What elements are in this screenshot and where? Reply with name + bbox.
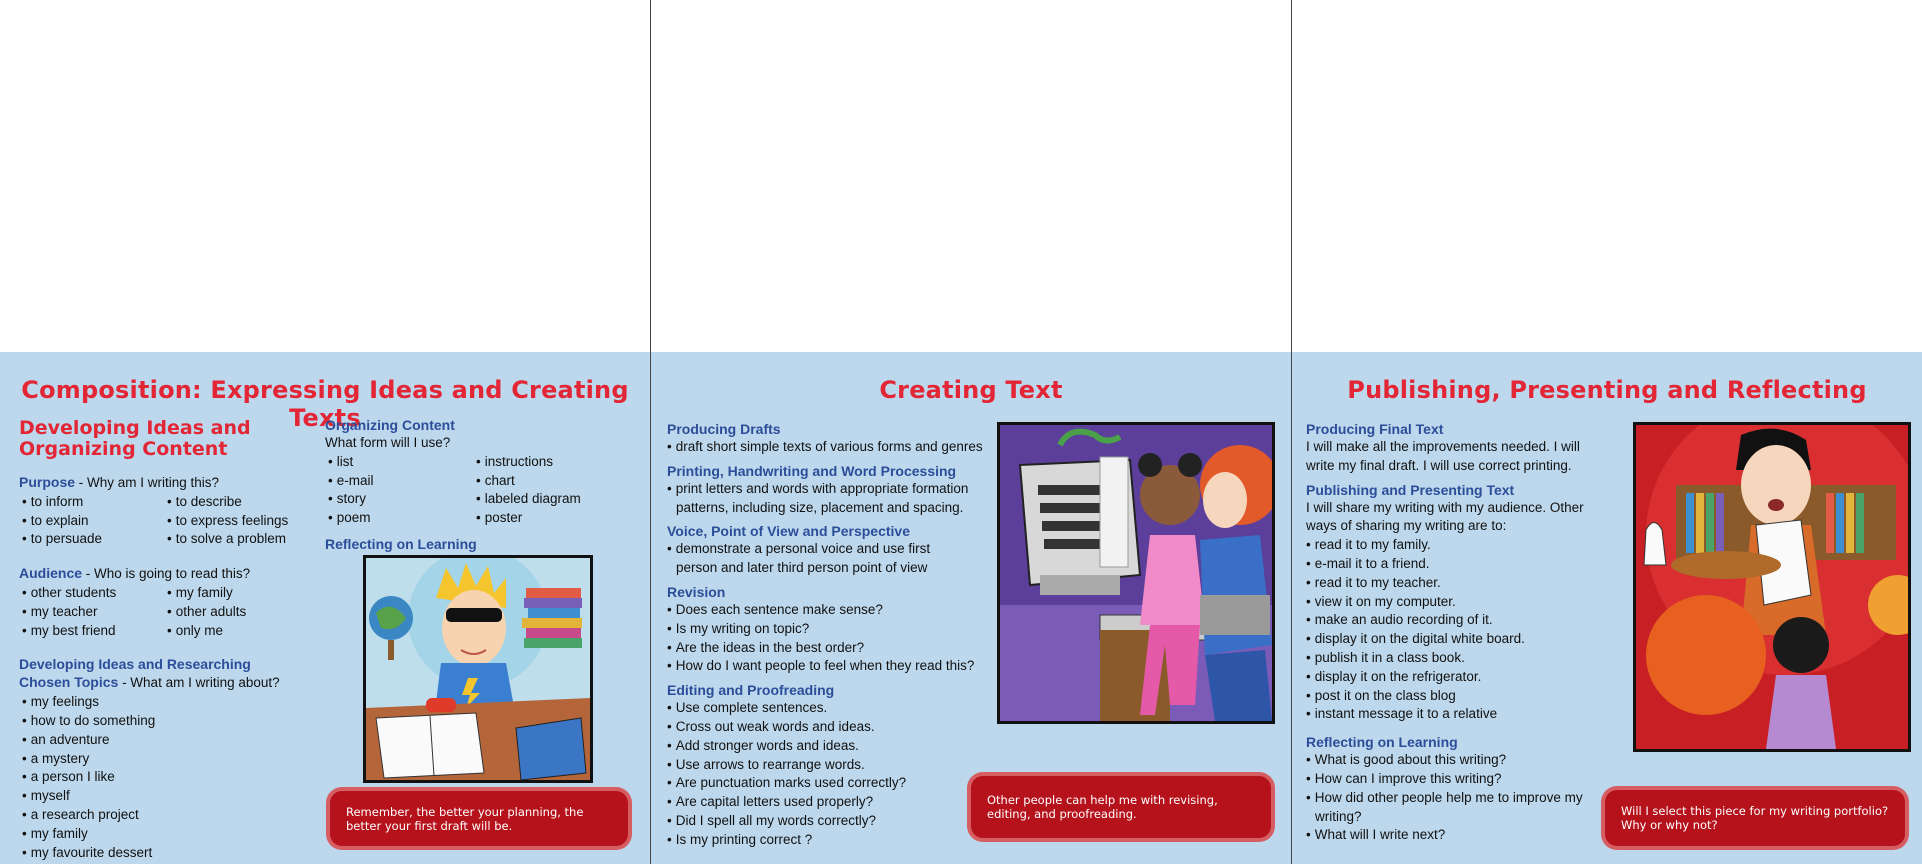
organizing-question: What form will I use? [325, 435, 451, 450]
list-item: • chart [476, 472, 626, 491]
list-item: • my family [167, 584, 317, 603]
list-item: • Use arrows to rearrange words. [667, 756, 987, 775]
purpose-question: - Why am I writing this? [75, 475, 220, 490]
list-item: • my best friend [22, 622, 167, 641]
list-item: • How do I want people to feel when they read this? [667, 657, 987, 676]
list-item: • Use complete sentences. [667, 699, 987, 718]
sharing-list [1306, 536, 1596, 724]
topics-list [22, 693, 319, 862]
creating-text-column [667, 420, 987, 850]
list-item: • How did other people help me to improve my writing? [1306, 789, 1586, 827]
list-item: • a person I like [22, 768, 319, 787]
list-item: • my favourite dessert [22, 844, 319, 863]
list-item: • display it on the digital white board. [1306, 630, 1596, 649]
list-item: • list [328, 453, 476, 472]
list-item: • to persuade [22, 530, 167, 549]
list-item: • How can I improve this writing? [1306, 770, 1586, 789]
list-item: • Did I spell all my words correctly? [667, 812, 987, 831]
list-item: • Does each sentence make sense? [667, 601, 987, 620]
blank-top-area [0, 0, 1922, 352]
panel-title: Publishing, Presenting and Reflecting [1347, 376, 1867, 404]
list-item: • What will I write next? [1306, 826, 1586, 845]
list-item: • labeled diagram [476, 490, 626, 509]
purpose-block [19, 473, 319, 549]
revising-note: Other people can help me with revising, editing, and proofreading. [971, 776, 1271, 838]
audience-question: - Who is going to read this? [82, 566, 251, 582]
list-item: • read it to my teacher. [1306, 574, 1596, 593]
forms-list [328, 453, 635, 528]
list-item: • to describe [167, 493, 317, 512]
panel-composition [0, 352, 650, 864]
left-column [19, 418, 319, 862]
section-heading: Developing Ideas and Organizing Content [19, 417, 251, 460]
researching-question: - What am I writing about? [118, 675, 280, 691]
researching-block [19, 655, 319, 862]
printing-label: Printing, Handwriting and Word Processing [667, 462, 957, 479]
list-item: • view it on my computer. [1306, 593, 1596, 612]
list-item: • publish it in a class book. [1306, 649, 1596, 668]
editing-label: Editing and Proofreading [667, 682, 835, 699]
planning-note: Remember, the better your planning, the better your first draft will be. [330, 791, 628, 846]
editing-list [667, 699, 987, 849]
list-item: • how to do something [22, 712, 319, 731]
publishing-column [1306, 420, 1596, 845]
list-item: • my feelings [22, 693, 319, 712]
list-item: • to explain [22, 512, 167, 531]
panel-creating-text [651, 352, 1291, 864]
list-item: • What is good about this writing? [1306, 751, 1586, 770]
list-item: • an adventure [22, 731, 319, 750]
list-item: • e-mail [328, 472, 476, 491]
list-item: • instructions [476, 453, 626, 472]
list-item: • Add stronger words and ideas. [667, 737, 987, 756]
panel-publishing [1292, 352, 1922, 864]
list-item: • Is my printing correct ? [667, 831, 987, 850]
list-item: • Are capital letters used properly? [667, 793, 987, 812]
list-item: • story [328, 490, 476, 509]
list-item: • to inform [22, 493, 167, 512]
girls-at-computer-illustration [997, 422, 1275, 724]
presenting-label: Publishing and Presenting Text [1306, 481, 1515, 498]
list-item: • Are punctuation marks used correctly? [667, 774, 987, 793]
list-item: • myself [22, 787, 319, 806]
reflecting-label: Reflecting on Learning [1306, 734, 1458, 751]
list-item: • to solve a problem [167, 530, 317, 549]
audience-block [19, 564, 319, 640]
list-item: • Cross out weak words and ideas. [667, 718, 987, 737]
list-item: • only me [167, 622, 317, 641]
list-item: • instant message it to a relative [1306, 705, 1596, 724]
boy-reading-illustration [1633, 422, 1911, 752]
producing-label: Producing Drafts [667, 421, 781, 437]
boy-thinking-illustration [363, 555, 593, 783]
list-item: • poster [476, 509, 626, 528]
organizing-label: Organizing Content [325, 417, 455, 433]
voice-list [667, 540, 957, 578]
printing-list [667, 480, 987, 518]
final-text-body: I will make all the improvements needed. I will write my final draft. I will use correct printing. [1306, 439, 1580, 473]
revision-list [667, 601, 987, 676]
panel-title: Composition: Expressing Ideas and Creating Texts [21, 376, 629, 432]
list-item: • other adults [167, 603, 317, 622]
list-item: • make an audio recording of it. [1306, 611, 1596, 630]
revision-label: Revision [667, 583, 726, 600]
researching-label-1: Developing Ideas and Researching [19, 656, 251, 673]
list-item: • Are the ideas in the best order? [667, 639, 987, 658]
list-item: • display it on the refrigerator. [1306, 668, 1596, 687]
producing-list [667, 438, 987, 457]
voice-label: Voice, Point of View and Perspective [667, 523, 911, 540]
list-item: • read it to my family. [1306, 536, 1596, 555]
researching-label-2: Chosen Topics [19, 674, 119, 691]
list-item: • Is my writing on topic? [667, 620, 987, 639]
list-item: • demonstrate a personal voice and use first person and later third person point of view [667, 540, 957, 578]
list-item: • print letters and words with appropriate formation patterns, including size, placement and spacing. [667, 480, 987, 518]
audience-label: Audience [19, 565, 83, 582]
right-column [325, 416, 635, 553]
list-item: • draft short simple texts of various forms and genres [667, 438, 987, 457]
audience-list [22, 584, 319, 640]
purpose-label: Purpose [19, 474, 76, 490]
final-text-label: Producing Final Text [1306, 421, 1444, 437]
list-item: • e-mail it to a friend. [1306, 555, 1596, 574]
list-item: • other students [22, 584, 167, 603]
portfolio-note: Will I select this piece for my writing portfolio? Why or why not? [1605, 790, 1905, 846]
list-item: • poem [328, 509, 476, 528]
list-item: • my family [22, 825, 319, 844]
panel-title: Creating Text [879, 376, 1063, 404]
reflecting-list [1306, 751, 1586, 845]
list-item: • a research project [22, 806, 319, 825]
list-item: • to express feelings [167, 512, 317, 531]
list-item: • a mystery [22, 750, 319, 769]
presenting-body: I will share my writing with my audience. Other ways of sharing my writing are to: [1306, 499, 1584, 534]
list-item: • post it on the class blog [1306, 687, 1596, 706]
list-item: • my teacher [22, 603, 167, 622]
purpose-list [22, 493, 319, 549]
reflecting-label: Reflecting on Learning [325, 535, 477, 552]
